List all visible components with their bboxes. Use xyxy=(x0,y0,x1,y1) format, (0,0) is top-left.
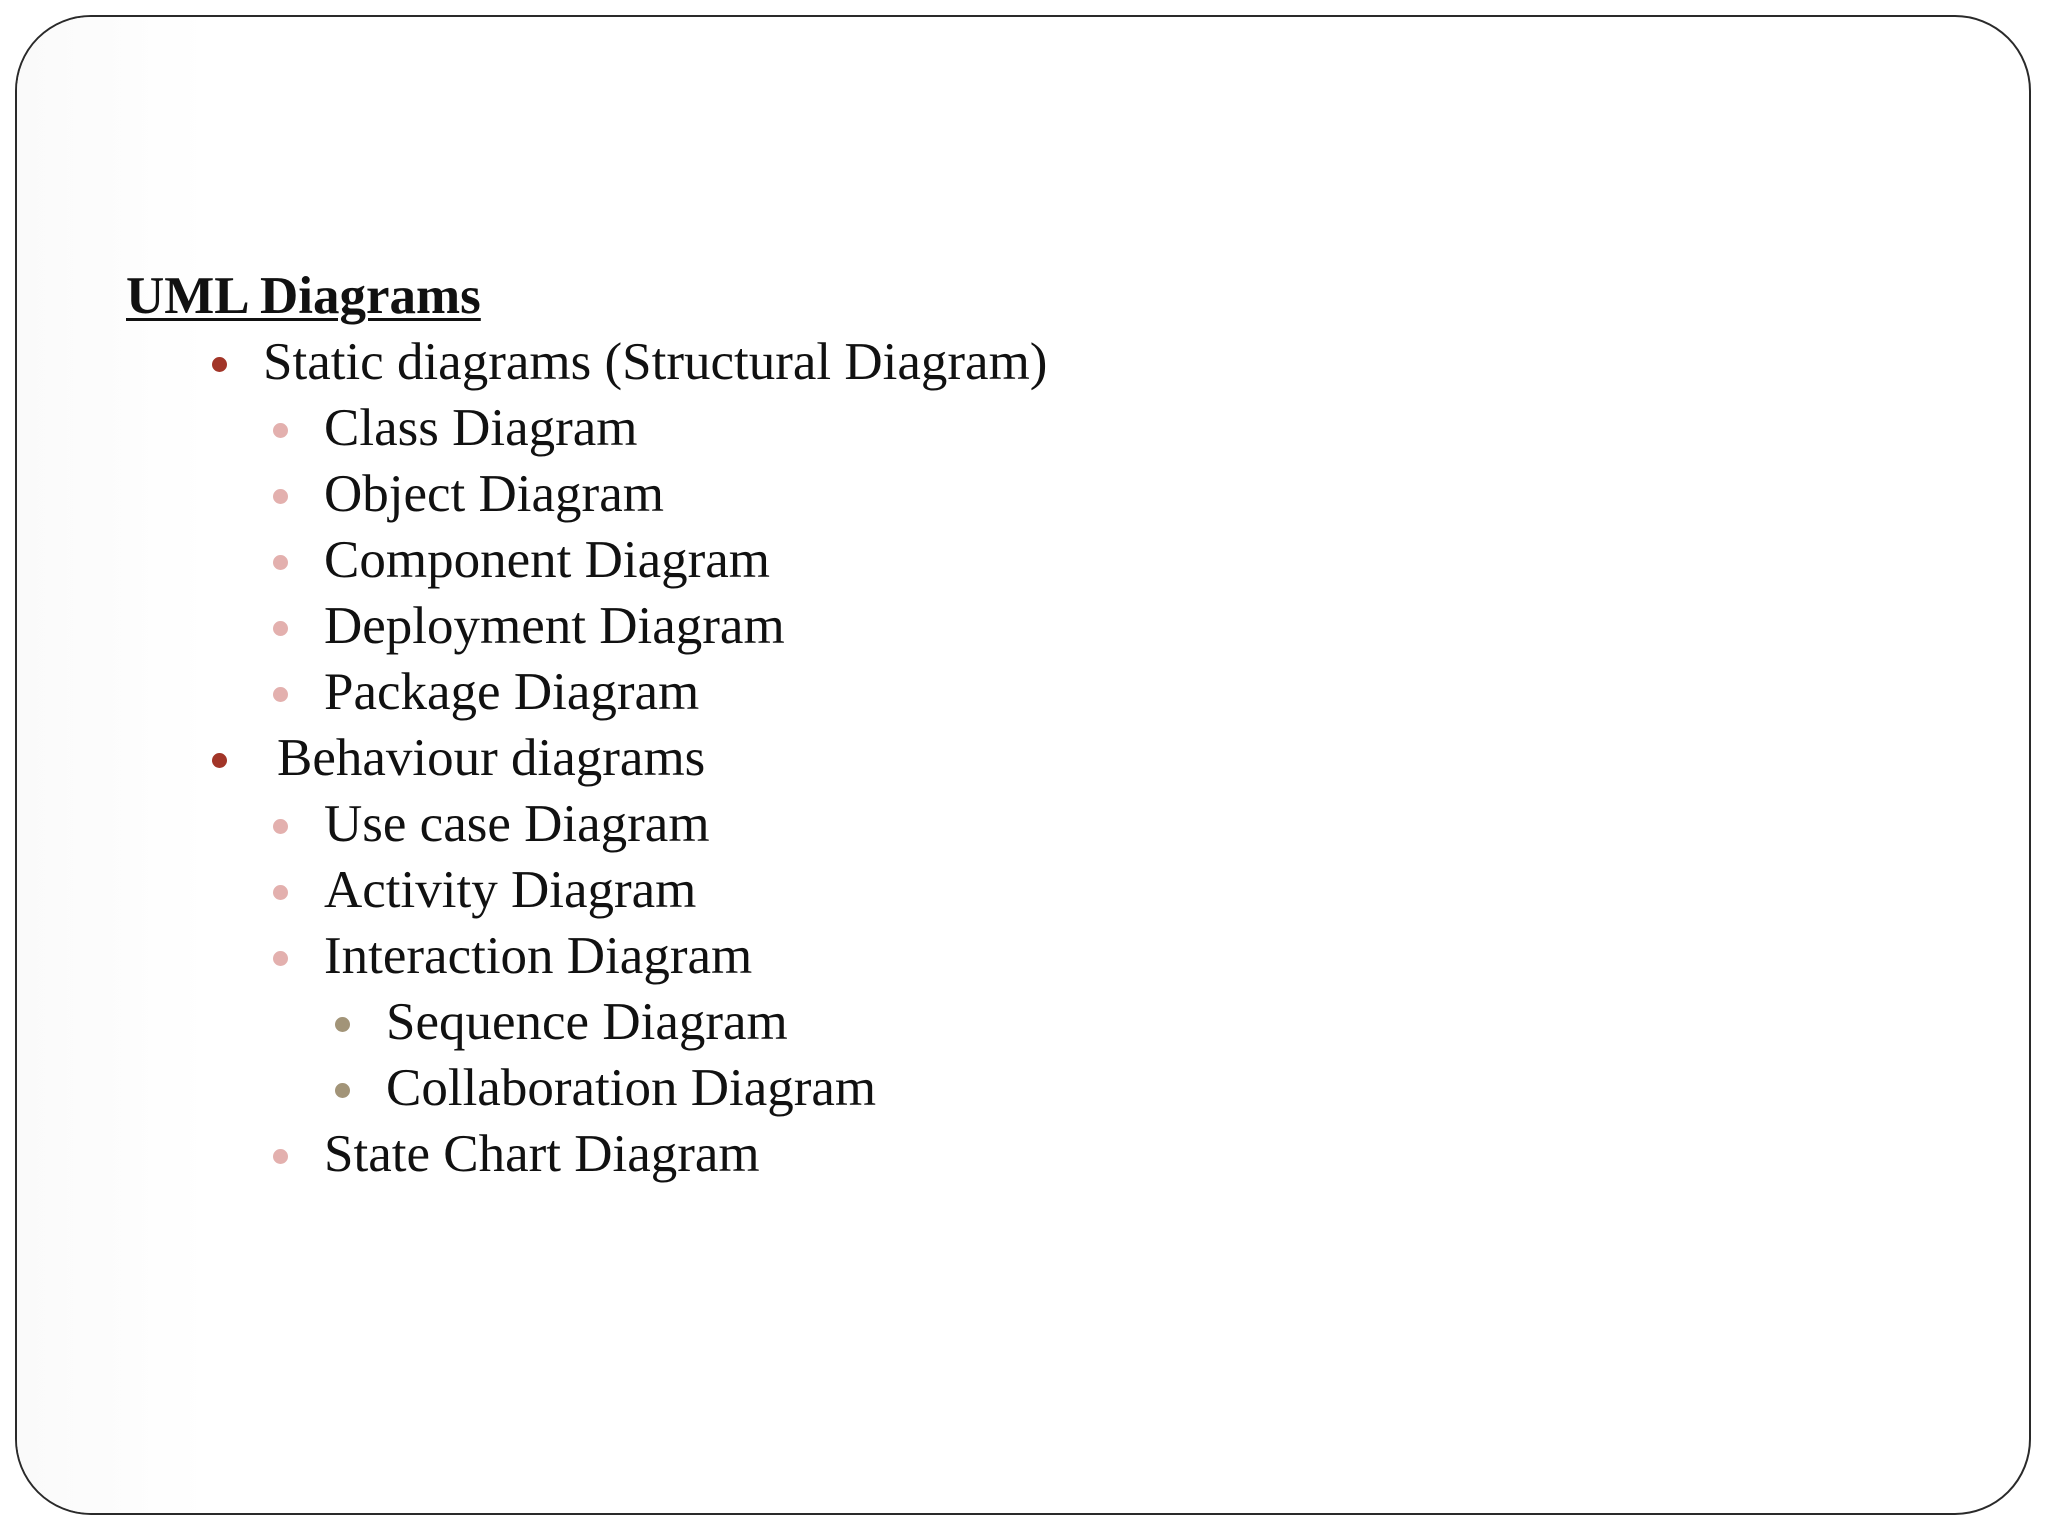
list-item-collaboration-diagram xyxy=(126,1055,1047,1121)
list-item-text: Interaction Diagram xyxy=(324,927,753,985)
bullet-icon xyxy=(273,1149,288,1164)
list-item-component-diagram xyxy=(126,527,1047,593)
list-item-interaction-diagram xyxy=(126,923,1047,989)
list-item-text: Behaviour diagrams xyxy=(277,729,706,787)
list-item-text: Package Diagram xyxy=(324,663,700,721)
list-item-class-diagram xyxy=(126,395,1047,461)
bullet-icon xyxy=(273,951,288,966)
bullet-icon xyxy=(273,885,288,900)
list-item-text: Sequence Diagram xyxy=(386,993,788,1051)
list-item-text: Deployment Diagram xyxy=(324,597,785,655)
bullet-icon xyxy=(335,1017,350,1032)
bullet-icon xyxy=(273,687,288,702)
list-item-text: Static diagrams (Structural Diagram) xyxy=(263,333,1048,391)
list-item-use-case-diagram xyxy=(126,791,1047,857)
bullet-icon xyxy=(273,555,288,570)
list-item-text: Object Diagram xyxy=(324,465,664,523)
list-item-text: Component Diagram xyxy=(324,531,770,589)
list-item-package-diagram xyxy=(126,659,1047,725)
list-item-object-diagram xyxy=(126,461,1047,527)
list-item-activity-diagram xyxy=(126,857,1047,923)
list-item-state-chart-diagram xyxy=(126,1121,1047,1187)
slide-content xyxy=(126,263,1047,1187)
bullet-icon xyxy=(335,1083,350,1098)
bullet-icon xyxy=(273,423,288,438)
list-item-deployment-diagram xyxy=(126,593,1047,659)
list-item-text: Class Diagram xyxy=(324,399,638,457)
slide xyxy=(15,15,2031,1515)
list-item-behaviour-diagrams xyxy=(126,725,1047,791)
bullet-icon xyxy=(212,357,227,372)
bullet-icon xyxy=(273,621,288,636)
list-item-sequence-diagram xyxy=(126,989,1047,1055)
list-item-text: Activity Diagram xyxy=(324,861,697,919)
bullet-icon xyxy=(273,489,288,504)
bullet-icon xyxy=(273,819,288,834)
slide-title: UML Diagrams xyxy=(126,267,481,325)
list-item-text: Collaboration Diagram xyxy=(386,1059,877,1117)
list-item-text: State Chart Diagram xyxy=(324,1125,760,1183)
bullet-icon xyxy=(212,753,227,768)
list-item-text: Use case Diagram xyxy=(324,795,710,853)
list-item-static-diagrams xyxy=(126,329,1047,395)
